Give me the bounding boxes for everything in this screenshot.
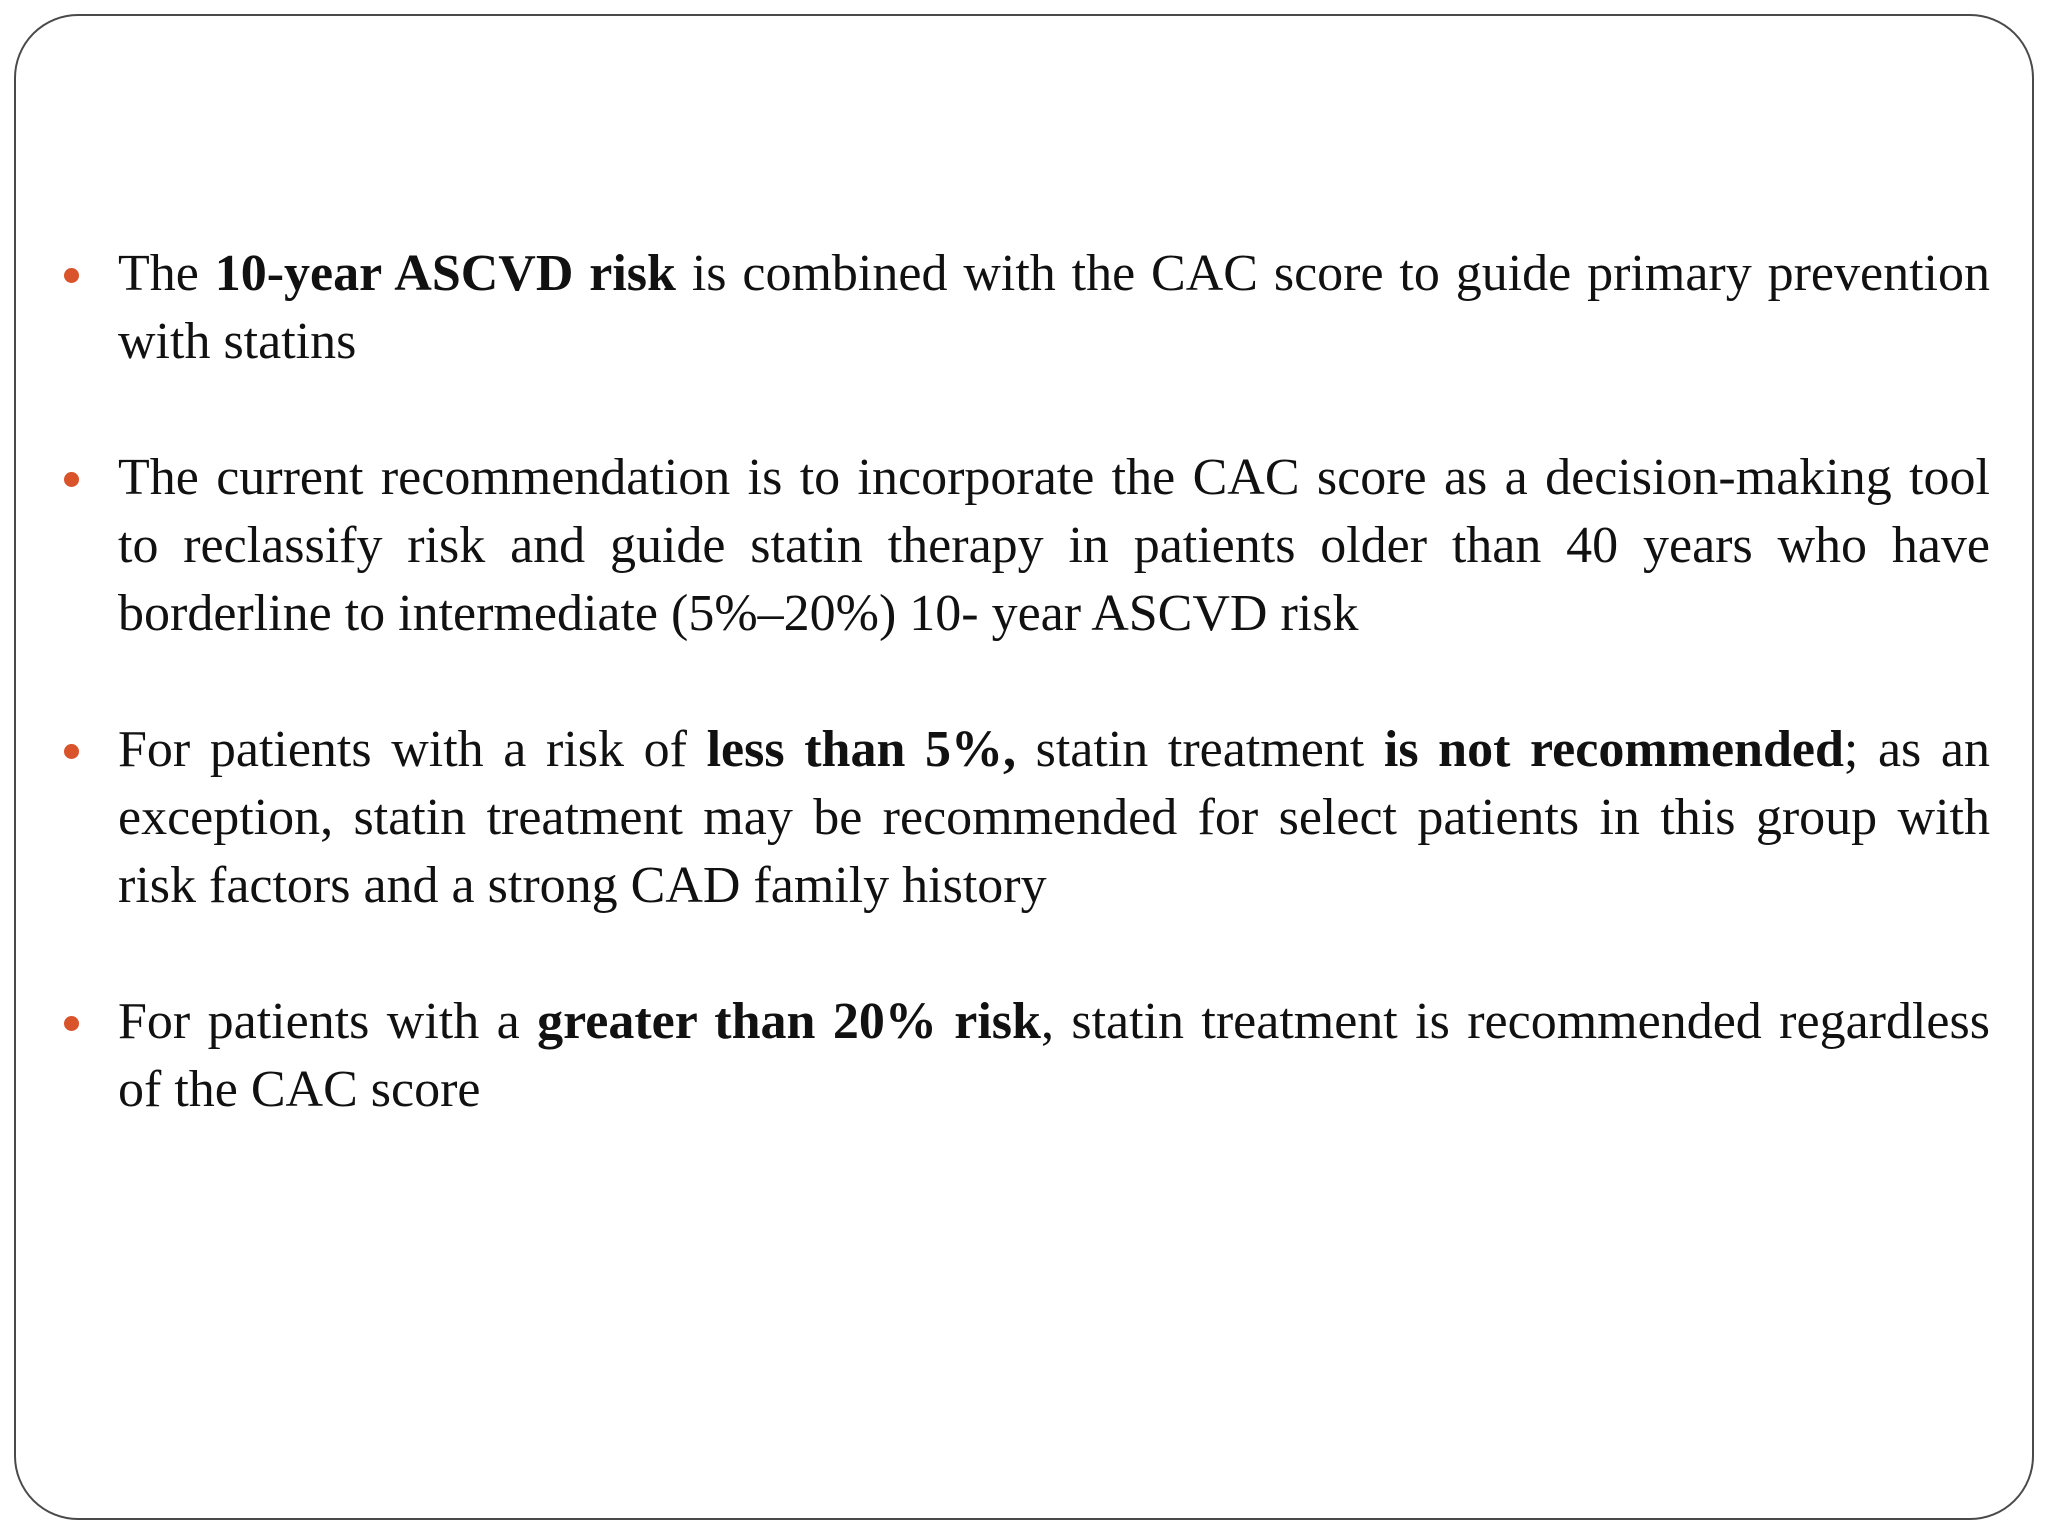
bold-text-segment: less than 5%, (706, 721, 1016, 778)
bullet-item (16, 988, 2036, 1124)
text-segment: is combined with the CAC score to guide primary prevention with statins (118, 245, 1990, 370)
bullet-item (16, 444, 2036, 648)
bullet-dot-icon (64, 1016, 79, 1031)
text-segment: For patients with a risk of (118, 721, 707, 778)
text-segment: For patients with a (118, 993, 538, 1050)
bullet-text (118, 240, 1990, 376)
text-segment: The (118, 245, 215, 302)
text-segment: ; as an exception, statin treatment may be recommended for select patients in this group with risk factors and a strong CAD family history (118, 721, 1990, 914)
bullet-list (16, 240, 2036, 1192)
text-segment: , statin treatment is recommended regardless of the CAC score (118, 993, 1990, 1118)
bullet-dot-icon (64, 472, 79, 487)
bullet-dot-icon (64, 268, 79, 283)
bullet-item (16, 716, 2036, 920)
slide-frame (14, 14, 2034, 1520)
bold-text-segment: greater than 20% risk (537, 993, 1041, 1050)
bullet-item (16, 240, 2036, 376)
bullet-dot-icon (64, 744, 79, 759)
bold-text-segment: is not recommended (1383, 721, 1844, 778)
text-segment: The current recommendation is to incorporate the CAC score as a decision-making tool to reclassify risk and guide statin therapy in patients older than 40 years who have borderline to intermediate (5%–20%) 10- year ASCVD risk (118, 449, 1990, 642)
bullet-text (118, 716, 1990, 920)
bullet-text (118, 444, 1990, 648)
bullet-text (118, 988, 1990, 1124)
text-segment: statin treatment (1015, 721, 1384, 778)
bold-text-segment: 10-year ASCVD risk (214, 245, 676, 302)
